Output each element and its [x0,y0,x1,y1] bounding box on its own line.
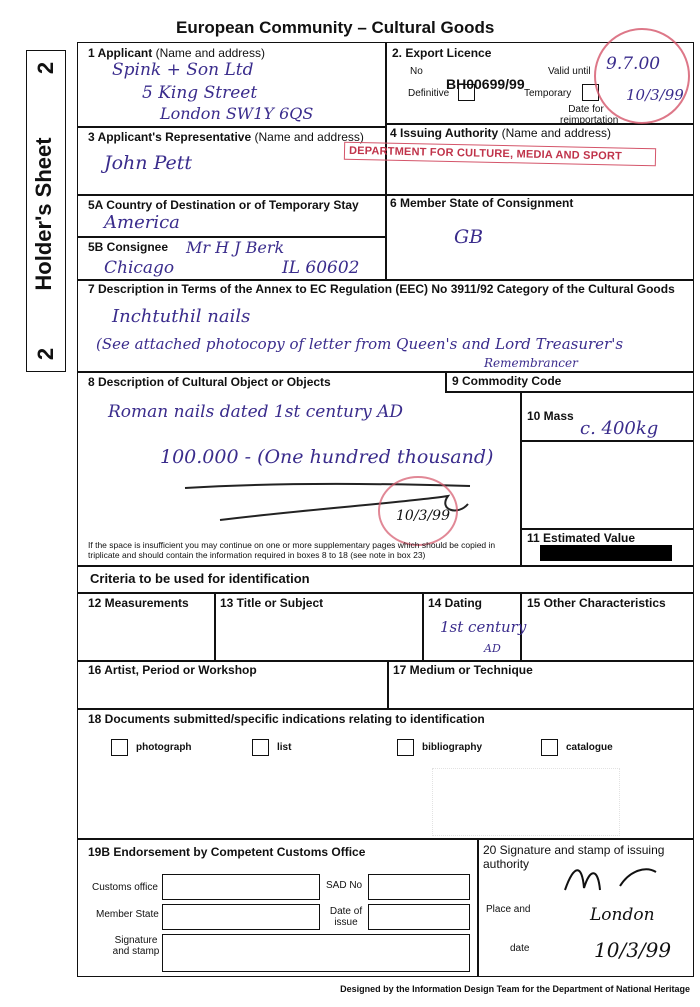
issuing-authority-stamp: DEPARTMENT FOR CULTURE, MEDIA AND SPORT [344,142,656,167]
definitive-checkbox[interactable] [458,84,475,101]
box1-line1: Spink + Son Ltd [112,60,254,80]
side-tab-text: Holder's Sheet [31,137,56,291]
bibliography-label: bibliography [422,742,482,753]
box6-label: 6 Member State of Consignment [390,196,574,210]
box8-stamp-icon [378,476,458,546]
box5b-line2: Chicago [104,258,175,278]
box8-line2: 100.000 - (One hundred thousand) [160,446,494,468]
box15-label: 15 Other Characteristics [527,596,666,610]
box8-line1: Roman nails dated 1st century AD [108,402,404,422]
box8-signature-date: 10/3/99 [396,508,450,524]
date-of-issue-label: Date of issue [329,906,363,928]
box1-line3: London SW1Y 6QS [160,104,314,123]
box3-label: 3 Applicant's Representative (Name and address) [88,130,364,144]
estimated-value-redaction [540,545,672,561]
box9-label: 9 Commodity Code [452,374,562,388]
box14-value2: AD [484,642,501,655]
box8-label: 8 Description of Cultural Object or Objects [88,375,331,389]
box10-label: 10 Mass [527,409,574,423]
box2-signature-date: 10/3/99 [626,86,684,104]
box19b-label: 19B Endorsement by Competent Customs Office [88,845,366,859]
box7-line2: (See attached photocopy of letter from Queen's and Lord Treasurer's [96,335,624,353]
box14-value1: 1st century [440,618,527,636]
box2-no-label: No [410,66,423,77]
box1-label: 1 Applicant (Name and address) [88,46,265,60]
box8-note: If the space is insufficient you may continue on one or more supplementary pages which should be copied in triplicate and should contain the information required in boxes 8 to 18 (see note in box 23) [88,540,496,560]
box3-value: John Pett [104,152,193,174]
box12-label: 12 Measurements [88,596,189,610]
box7-label: 7 Description in Terms of the Annex to EC Regulation (EEC) No 3911/92 Category of the Cultural Goods [88,282,675,296]
sad-no-label: SAD No [326,880,363,891]
box13-label: 13 Title or Subject [220,596,324,610]
box6-value: GB [454,226,484,248]
catalogue-label: catalogue [566,742,613,753]
place-and-label: Place and [486,904,531,915]
box5b-label: 5B Consignee [88,240,169,254]
box10-value: c. 400kg [580,418,659,439]
customs-office-field[interactable] [162,874,320,900]
signature-stamp-field[interactable] [162,934,470,972]
side-tab-number-bottom: 2 [33,347,58,361]
customs-office-label: Customs office [92,882,158,893]
box2-valid-label: Valid until [548,66,591,77]
photograph-label: photograph [136,742,192,753]
box2-licence-no: BH00699/99 [446,76,525,92]
photograph-checkbox[interactable] [111,739,128,756]
box14-label: 14 Dating [428,596,483,610]
box5b-line3: IL 60602 [282,258,360,278]
box2-label: 2. Export Licence [392,46,492,60]
member-state-field[interactable] [162,904,320,930]
box20-label: 20 Signature and stamp of issuing authority [483,843,665,871]
catalogue-checkbox[interactable] [541,739,558,756]
box11-label: 11 Estimated Value [527,531,636,545]
box17-label: 17 Medium or Technique [393,663,533,677]
box5a-label: 5A Country of Destination or of Temporary Stay [88,198,359,212]
box7-line3: Remembrancer [484,356,578,370]
bibliography-checkbox[interactable] [397,739,414,756]
date-of-issue-field[interactable] [368,904,470,930]
form-title: European Community – Cultural Goods [176,18,495,37]
date-label: date [510,943,530,954]
box16-label: 16 Artist, Period or Workshop [88,663,257,677]
box2-temporary-label: Temporary [524,88,572,99]
list-label: list [277,742,292,753]
issuing-signature-icon [560,860,670,900]
box5a-value: America [104,212,180,233]
side-tab-number-top: 2 [33,61,58,75]
box7-line1: Inchtuthil nails [112,306,251,327]
signature-stamp-label: Signature and stamp [112,935,160,957]
export-stamp-icon [594,28,690,124]
box1-line2: 5 King Street [142,83,258,103]
box4-label: 4 Issuing Authority (Name and address) [390,126,611,140]
member-state-label: Member State [96,909,159,920]
box2-date-reimport-label: Date for reimportation [560,104,619,126]
criteria-heading: Criteria to be used for identification [90,571,310,586]
box20-date-value: 10/3/99 [594,938,672,962]
list-checkbox[interactable] [252,739,269,756]
box20-place-value: London [590,905,655,925]
box2-definitive-label: Definitive [408,88,450,99]
box5b-line1: Mr H J Berk [186,238,285,257]
side-tab [26,50,66,372]
embossed-stamp-icon [432,768,620,836]
footer: Designed by the Information Design Team for the Department of National Heritage [340,984,690,994]
box18-label: 18 Documents submitted/specific indications relating to identification [88,712,485,726]
sad-no-field[interactable] [368,874,470,900]
box2-valid-value: 9.7.00 [606,54,661,74]
